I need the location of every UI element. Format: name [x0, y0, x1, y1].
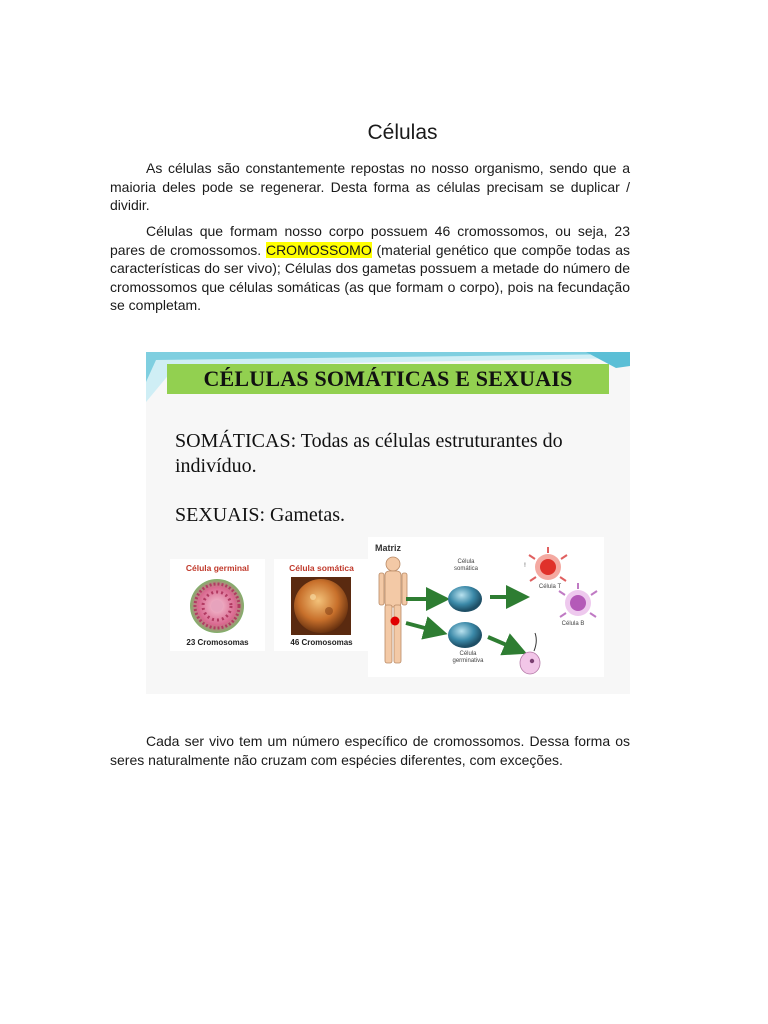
highlighted-term: CROMOSSOMO — [265, 241, 372, 258]
b-cell-label: Célula B — [561, 621, 585, 627]
slide-banner: CÉLULAS SOMÁTICAS E SEXUAIS — [167, 364, 609, 394]
paragraph-3-text: Cada ser vivo tem um número específico de cromossomos. Dessa forma os seres naturalmente não cruzam com espécies diferentes, com exceções. — [110, 733, 630, 768]
germinal-cell-caption: Célula germinal — [185, 563, 250, 573]
cell-differentiation-diagram — [368, 537, 604, 677]
figure-slide — [146, 352, 630, 694]
slide-line-sexuais: SEXUAIS: Gametas. — [175, 504, 345, 526]
germinal-cell-count: 23 Cromosomas — [186, 638, 249, 647]
somatic-stem-cell-icon — [448, 586, 482, 612]
red-marker-icon — [391, 617, 400, 626]
somatic-cell-count: 46 Cromosomas — [290, 638, 353, 647]
germinative-cell-label: Célula germinativa — [452, 651, 484, 664]
page-title: Células — [367, 121, 438, 144]
slide-line-somaticas: SOMÁTICAS: Todas as células estruturantes do — [175, 430, 563, 452]
matriz-label: Matriz — [375, 543, 402, 553]
germinal-cell-image — [187, 577, 247, 635]
somatic-cell-image — [291, 577, 351, 635]
paragraph-chromosomes — [110, 222, 630, 315]
slide-line-individuo: indivíduo. — [175, 455, 257, 477]
t-cell-icon — [529, 547, 567, 581]
somatic-cell-label: Célula somática — [453, 559, 478, 572]
paragraph-1-text: As células são constantemente repostas no nosso organismo, sendo que a maioria deles pode se regenerar. Desta forma as células precisam se duplicar / dividir. — [110, 160, 630, 213]
germinative-stem-cell-icon — [448, 622, 482, 648]
paragraph-2-text-b: (material genético que compõe todas as características do ser vivo); Células dos gametas possuem a metade do número de cromossomos que células somáticas (as que formam o corpo), pois na fecundação se completam. — [110, 241, 630, 313]
human-body-icon — [379, 557, 407, 663]
germinal-cell-card — [170, 559, 265, 651]
t-cell-mark: ! — [524, 563, 526, 569]
gamete-icon — [520, 633, 540, 674]
paragraph-cell-renewal — [110, 159, 630, 215]
paragraph-2-text-a: Células que formam nosso corpo possuem 46 cromossomos, ou seja, 23 pares de cromossomos. — [110, 223, 630, 258]
paragraph-species — [110, 732, 630, 769]
somatic-cell-caption: Célula somática — [289, 563, 354, 573]
t-cell-label: Célula T — [538, 584, 562, 590]
somatic-cell-card — [274, 559, 369, 651]
